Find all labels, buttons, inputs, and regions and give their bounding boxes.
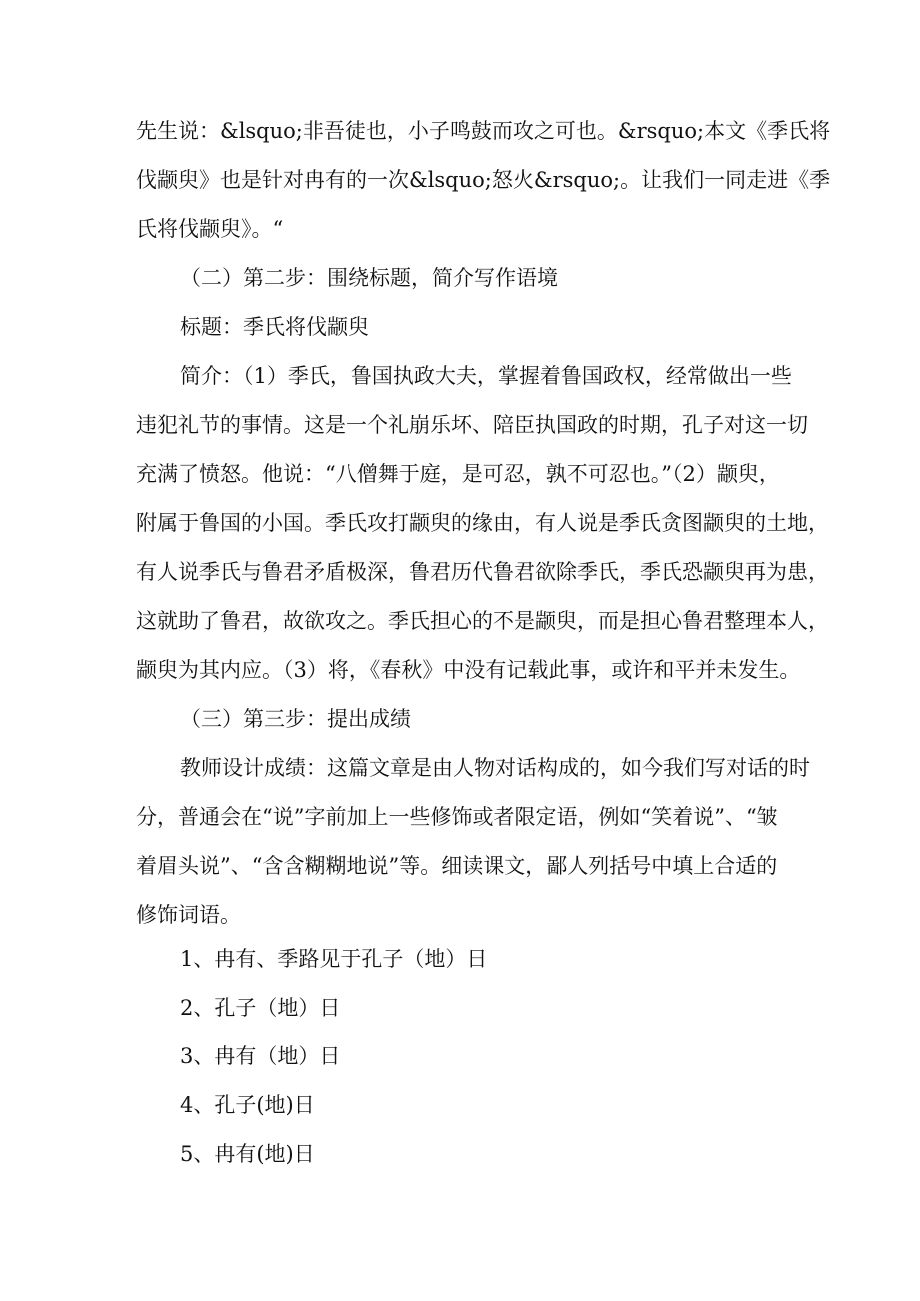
intro-line-3: 氏将伐颛臾》。“ <box>136 217 284 241</box>
teacher-para-line-1: 教师设计成绩：这篇文章是由人物对话构成的，如今我们写对话的时 <box>180 756 810 780</box>
intro-para-line-4: 附属于鲁国的小国。季氏攻打颛臾的缘由，有人说是季氏贪图颛臾的土地， <box>136 511 829 535</box>
list-item-1: 1、冉有、季路见于孔子（地）日 <box>180 947 488 971</box>
teacher-para-line-3: 着眉头说”、“含含糊糊地说”等。细读课文，鄙人列括号中填上合适的 <box>136 854 778 878</box>
step3-heading: （三）第三步：提出成绩 <box>180 707 411 731</box>
teacher-para-line-2: 分，普通会在“说”字前加上一些修饰或者限定语，例如“笑着说”、“皱 <box>136 805 778 829</box>
intro-para-line-5: 有人说季氏与鲁君矛盾极深，鲁君历代鲁君欲除季氏，季氏恐颛臾再为患， <box>136 560 829 584</box>
title-line: 标题：季氏将伐颛臾 <box>180 315 369 339</box>
list-item-4: 4、孔子(地)日 <box>180 1093 315 1117</box>
intro-para-line-2: 违犯礼节的事情。这是一个礼崩乐坏、陪臣执国政的时期，孔子对这一切 <box>136 413 808 437</box>
intro-para-line-7: 颛臾为其内应。（3）将，《春秋》中没有记载此事，或许和平并未发生。 <box>136 658 801 682</box>
list-item-2: 2、孔子（地）日 <box>180 996 341 1020</box>
intro-para-line-1: 简介：（1）季氏，鲁国执政大夫，掌握着鲁国政权，经常做出一些 <box>180 364 792 388</box>
list-item-5: 5、冉有(地)日 <box>180 1142 315 1166</box>
teacher-para-line-4: 修饰词语。 <box>136 903 241 927</box>
intro-line-2: 伐颛臾》也是针对冉有的一次&lsquo;怒火&rsquo;。让我们一同走进《季 <box>136 168 831 192</box>
intro-para-line-3: 充满了愤怒。他说：“八僧舞于庭，是可忍，孰不可忍也。”（2）颛臾， <box>136 462 780 486</box>
intro-para-line-6: 这就助了鲁君，故欲攻之。季氏担心的不是颛臾，而是担心鲁君整理本人， <box>136 609 829 633</box>
intro-line-1: 先生说：&lsquo;非吾徒也，小子鸣鼓而攻之可也。&rsquo;本文《季氏将 <box>136 119 831 143</box>
list-item-3: 3、冉有（地）日 <box>180 1044 341 1068</box>
step2-heading: （二）第二步：围绕标题，简介写作语境 <box>180 266 558 290</box>
